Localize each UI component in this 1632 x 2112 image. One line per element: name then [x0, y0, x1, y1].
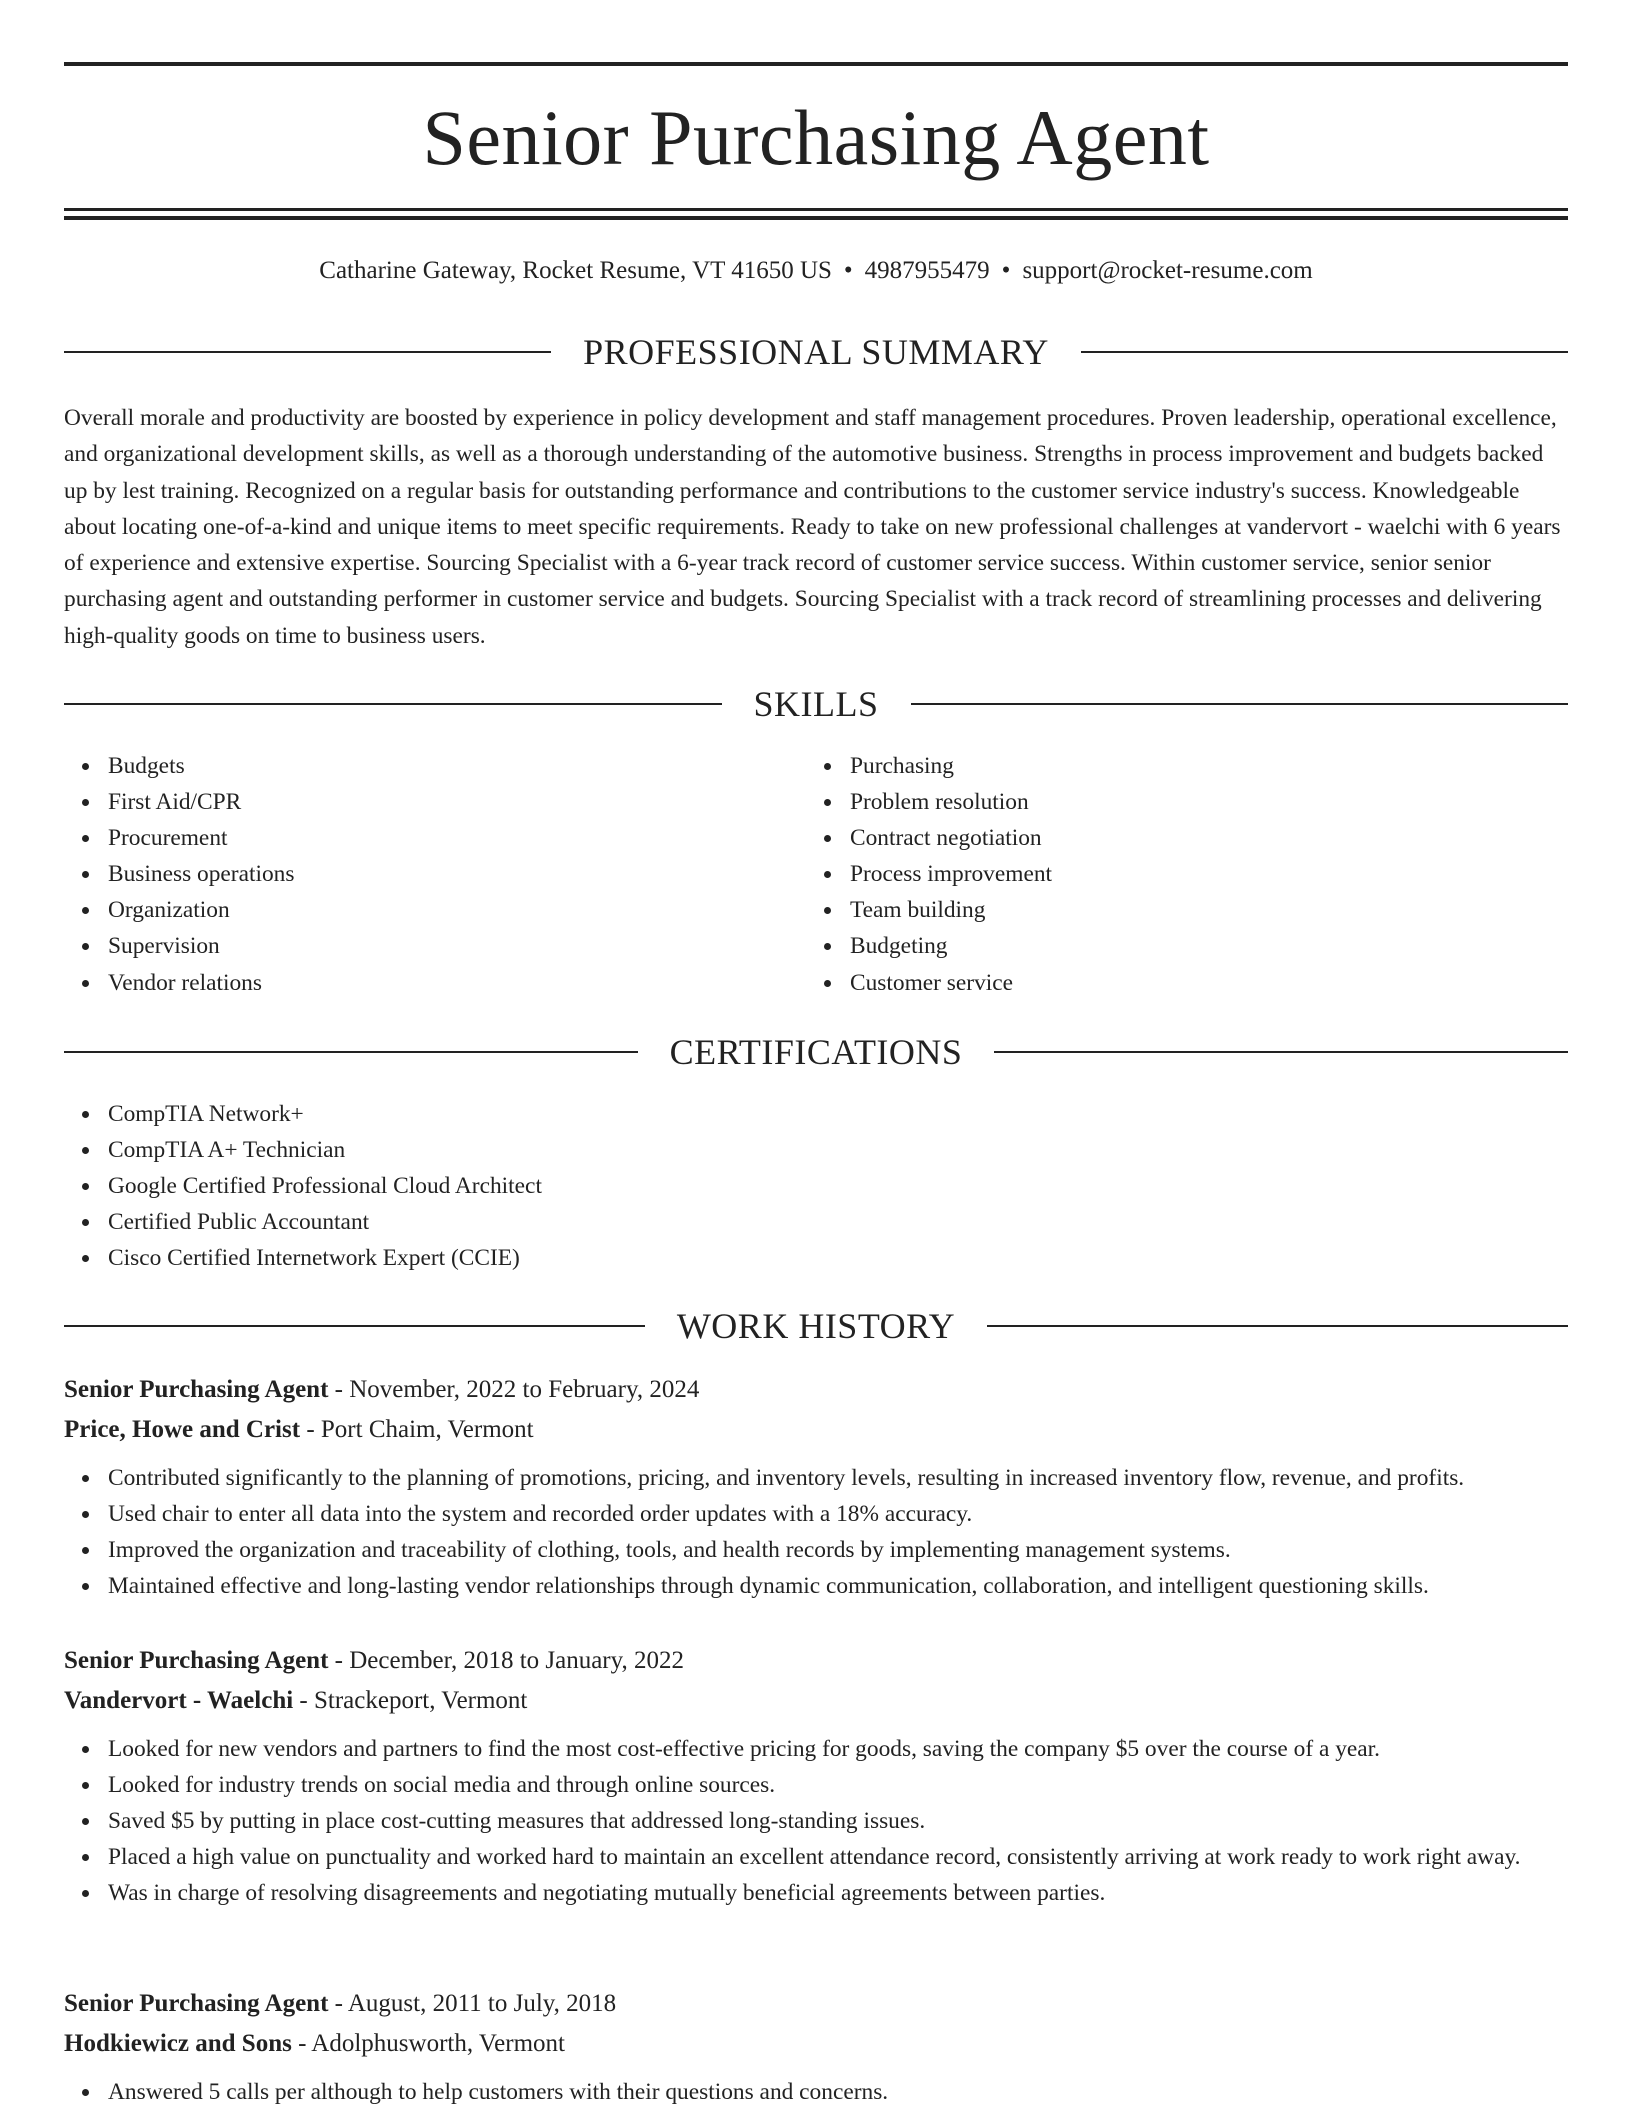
skill-item: Business operations [108, 856, 294, 892]
job-title: Senior Purchasing Agent [64, 1376, 329, 1403]
heading-rule [987, 1325, 1568, 1327]
job-bullet: Looked for new vendors and partners to find the most cost-effective pricing for goods, saving the company $5 over the course of a year. [108, 1731, 1568, 1767]
skill-item: Procurement [108, 820, 294, 856]
skills-list-right [806, 748, 1052, 1001]
job-entry [64, 1984, 1568, 2110]
skill-item: Budgets [108, 748, 294, 784]
skill-item: Budgeting [850, 928, 1052, 964]
heading-rule [64, 1325, 645, 1327]
skill-item: Organization [108, 892, 294, 928]
contact-address: Catharine Gateway, Rocket Resume, VT 41650 US [319, 257, 832, 284]
job-title-line [64, 1984, 1568, 2024]
skills-list-left [64, 748, 294, 1001]
certification-item: Cisco Certified Internetwork Expert (CCIE) [108, 1240, 542, 1276]
job-bullet: Contributed significantly to the planning of promotions, pricing, and inventory levels, resulting in increased inventory flow, revenue, and profits. [108, 1460, 1568, 1496]
heading-rule [64, 1051, 638, 1053]
skills-heading [64, 682, 1568, 726]
job-dates: - August, 2011 to July, 2018 [334, 1990, 617, 2017]
skill-item: Vendor relations [108, 965, 294, 1001]
contact-email: support@rocket-resume.com [1022, 257, 1313, 284]
certifications-heading-label: CERTIFICATIONS [669, 1032, 963, 1072]
job-bullet: Used chair to enter all data into the system and recorded order updates with a 18% accuracy. [108, 1496, 1568, 1532]
certification-item: Google Certified Professional Cloud Architect [108, 1168, 542, 1204]
title-rule-lower [64, 216, 1568, 220]
job-title-line [64, 1370, 1568, 1410]
work-history-heading [64, 1304, 1568, 1348]
heading-rule [64, 351, 551, 353]
job-bullet: Looked for industry trends on social media and through online sources. [108, 1767, 1568, 1803]
job-company-line [64, 2024, 1568, 2064]
summary-heading-label: PROFESSIONAL SUMMARY [583, 332, 1049, 372]
job-company: Hodkiewicz and Sons [64, 2030, 292, 2057]
summary-text: Overall morale and productivity are boosted by experience in policy development and staff management procedures. Proven leadership, operational excellence, and organizational development skills, as well as a thorough understanding of the automotive business. Strengths in process improvement and budgets backed up by lest training. Recognized on a regular basis for outstanding performance and contributions to the customer service industry's success. Knowledgeable about locating one-of-a-kind and unique items to meet specific requirements. Ready to take on new professional challenges at vandervort - waelchi with 6 years of experience and extensive expertise. Sourcing Specialist with a 6-year track record of customer service success. Within customer service, senior senior purchasing agent and outstanding performer in customer service and budgets. Sourcing Specialist with a track record of streamlining processes and delivering high-quality goods on time to business users. [64, 405, 1561, 649]
certifications-list [64, 1096, 542, 1276]
contact-line [64, 254, 1568, 288]
job-bullet: Maintained effective and long-lasting vendor relationships through dynamic communication, collaboration, and intelligent questioning skills. [108, 1568, 1568, 1604]
skill-item: Contract negotiation [850, 820, 1052, 856]
certifications-block [64, 1096, 542, 1276]
heading-rule [994, 1051, 1568, 1053]
job-company: Price, Howe and Crist [64, 1416, 301, 1443]
top-rule [64, 62, 1568, 66]
job-bullets [64, 1731, 1568, 1911]
job-location: - Port Chaim, Vermont [306, 1416, 534, 1443]
job-company: Vandervort - Waelchi [64, 1687, 294, 1714]
job-entry [64, 1641, 1568, 1911]
contact-separator: • [843, 257, 853, 284]
skill-item: Customer service [850, 965, 1052, 1001]
job-bullets [64, 1460, 1568, 1604]
job-entry [64, 1370, 1568, 1604]
job-bullet: Placed a high value on punctuality and worked hard to maintain an excellent attendance record, consistently arriving at work ready to work right away. [108, 1839, 1568, 1875]
title-rule-upper [64, 208, 1568, 211]
job-company-line [64, 1681, 1568, 1721]
summary-heading [64, 330, 1568, 374]
skill-item: Supervision [108, 928, 294, 964]
certifications-heading [64, 1030, 1568, 1074]
skill-item: Problem resolution [850, 784, 1052, 820]
skills-column-left [64, 748, 294, 1001]
skills-column-right [806, 748, 1052, 1001]
certification-item: Certified Public Accountant [108, 1204, 542, 1240]
job-bullet: Saved $5 by putting in place cost-cutting measures that addressed long-standing issues. [108, 1803, 1568, 1839]
job-title-line [64, 1641, 1568, 1681]
certification-item: CompTIA A+ Technician [108, 1132, 542, 1168]
skills-heading-label: SKILLS [753, 684, 879, 724]
heading-rule [1081, 351, 1568, 353]
job-company-line [64, 1410, 1568, 1450]
heading-rule [64, 703, 722, 705]
job-bullets [64, 2074, 1568, 2110]
resume-title: Senior Purchasing Agent [422, 94, 1210, 181]
heading-rule [911, 703, 1569, 705]
skill-item: Team building [850, 892, 1052, 928]
job-location: - Strackeport, Vermont [299, 1687, 528, 1714]
job-dates: - December, 2018 to January, 2022 [334, 1647, 685, 1674]
skill-item: Process improvement [850, 856, 1052, 892]
job-title: Senior Purchasing Agent [64, 1990, 329, 2017]
job-bullet: Was in charge of resolving disagreements and negotiating mutually beneficial agreements between parties. [108, 1875, 1568, 1911]
contact-separator: • [1001, 257, 1011, 284]
job-location: - Adolphusworth, Vermont [298, 2030, 565, 2057]
job-dates: - November, 2022 to February, 2024 [334, 1376, 700, 1403]
skill-item: First Aid/CPR [108, 784, 294, 820]
work-history-heading-label: WORK HISTORY [676, 1306, 956, 1346]
contact-phone: 4987955479 [864, 257, 990, 284]
job-title: Senior Purchasing Agent [64, 1647, 329, 1674]
certification-item: CompTIA Network+ [108, 1096, 542, 1132]
skill-item: Purchasing [850, 748, 1052, 784]
job-bullet: Answered 5 calls per although to help customers with their questions and concerns. [108, 2074, 1568, 2110]
job-bullet: Improved the organization and traceability of clothing, tools, and health records by implementing management systems. [108, 1532, 1568, 1568]
